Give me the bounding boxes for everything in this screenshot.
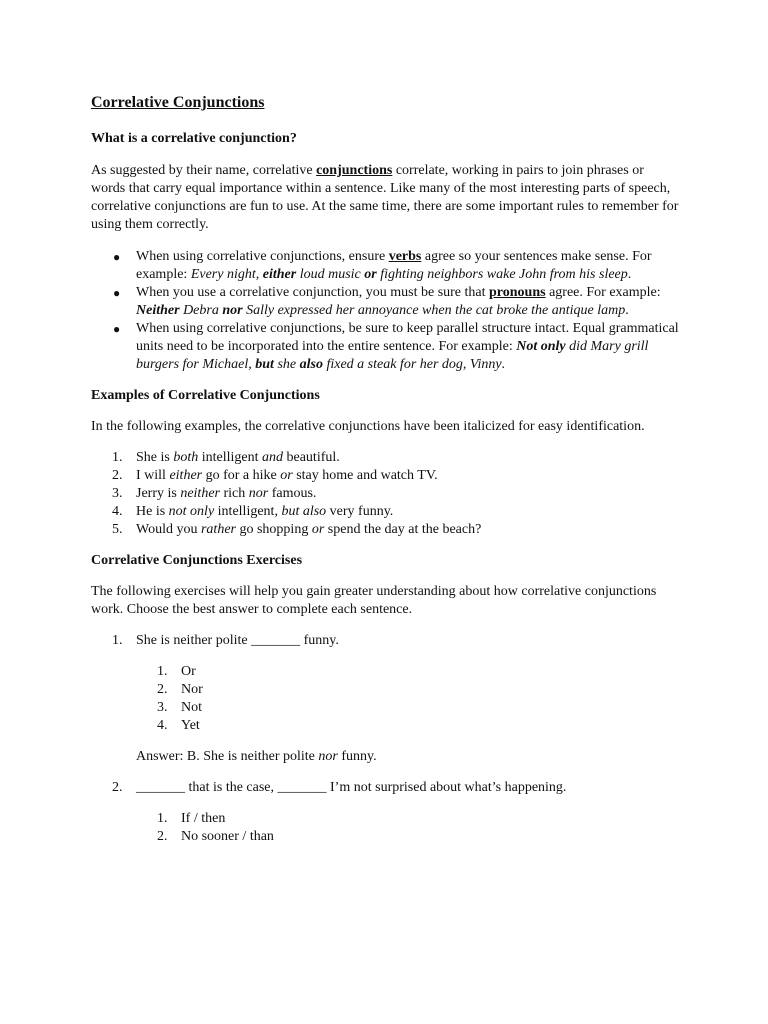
list-item: 4. Yet <box>157 718 200 733</box>
exercise-question-1 <box>91 632 681 650</box>
pronouns-link[interactable]: pronouns <box>489 285 546 300</box>
examples-intro: In the following examples, the correlative conjunctions have been italicized for easy identification. <box>91 419 645 434</box>
intro-paragraph: As suggested by their name, correlative conjunctions correlate, working in pairs to join phrases or words that carry equal importance within a sentence. Like many of the most interesting parts of speech, correlative conjunctions are fun to use. At the same time, there are some important rules to remember for using them correctly. <box>91 163 679 232</box>
list-item: 2. No sooner / than <box>157 829 274 844</box>
list-item: 2. _______ that is the case, _______ I’m not surprised about what’s happening. <box>112 780 567 795</box>
question-2-options <box>91 810 681 846</box>
list-item: 2. Nor <box>157 682 203 697</box>
rules-list <box>91 248 681 374</box>
list-item: ● When using correlative conjunctions, ensure verbs agree so your sentences make sense. For example: Every night, either loud music or fighting neighbors wake John from his sleep. <box>113 249 652 282</box>
list-item: 1. She is neither polite _______ funny. <box>112 633 339 648</box>
section-heading-exercises: Correlative Conjunctions Exercises <box>91 553 303 568</box>
list-item: ● When using correlative conjunctions, be sure to keep parallel structure intact. Equal grammatical units need to be incorporated into the entire sentence. For example: Not only did Mary grill burgers for Michael, but she also fixed a steak for her dog, Vinny. <box>113 321 679 372</box>
bullet-icon: ● <box>113 250 121 264</box>
list-item: 4. He is not only intelligent, but also very funny. <box>112 504 394 519</box>
list-item: 3. Not <box>157 700 202 715</box>
bullet-icon: ● <box>113 286 121 300</box>
list-item: 2. I will either go for a hike or stay home and watch TV. <box>112 468 438 483</box>
exercises-intro: The following exercises will help you gain greater understanding about how correlative conjunctions work. Choose the best answer to complete each sentence. <box>91 584 657 617</box>
list-item: 1. Or <box>157 664 196 679</box>
list-item: 5. Would you rather go shopping or spend the day at the beach? <box>112 522 482 537</box>
examples-list <box>91 449 681 539</box>
list-item: ● When you use a correlative conjunction, you must be sure that pronouns agree. For example: Neither Debra nor Sally expressed her annoyance when the cat broke the antique lamp. <box>113 285 661 318</box>
question-1-answer: Answer: B. She is neither polite nor funny. <box>136 749 377 764</box>
section-heading-examples: Examples of Correlative Conjunctions <box>91 388 320 403</box>
conjunctions-link[interactable]: conjunctions <box>316 163 393 178</box>
page-title: Correlative Conjunctions <box>91 94 265 111</box>
list-item: 1. If / then <box>157 811 226 826</box>
list-item: 1. She is both intelligent and beautiful. <box>112 450 340 465</box>
question-1-options <box>91 663 681 735</box>
bullet-icon: ● <box>113 322 121 336</box>
document-content <box>91 92 681 846</box>
verbs-link[interactable]: verbs <box>388 249 422 264</box>
list-item: 3. Jerry is neither rich nor famous. <box>112 486 317 501</box>
section-heading-definition: What is a correlative conjunction? <box>91 131 297 146</box>
exercise-question-2 <box>91 779 681 797</box>
